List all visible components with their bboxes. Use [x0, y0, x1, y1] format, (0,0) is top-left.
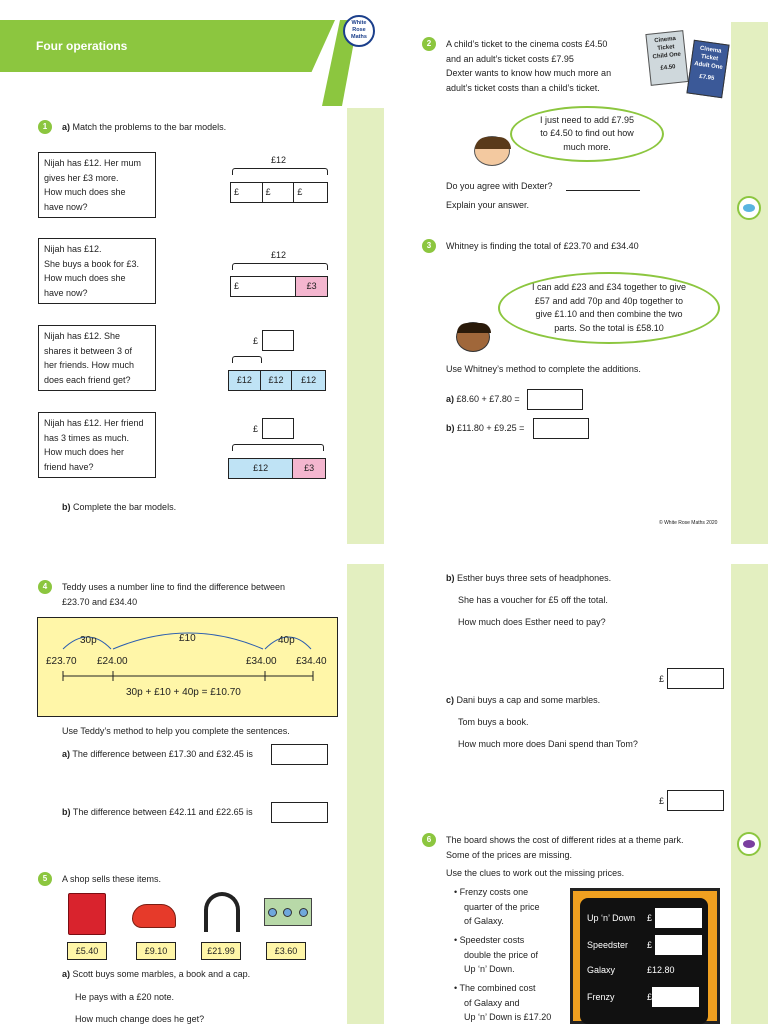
- bar-brace: [232, 168, 328, 175]
- clue: • Frenzy costs one quarter of the price of Galaxy.: [454, 887, 540, 926]
- tick-label: £23.70: [46, 656, 77, 667]
- dexter-avatar: [474, 136, 510, 166]
- cap-image: [132, 904, 176, 928]
- answer-box[interactable]: [667, 790, 724, 811]
- q3-text: Whitney is finding the total of £23.70 and £34.40: [446, 241, 639, 251]
- question-number: 6: [422, 833, 436, 847]
- bar-total: £12: [271, 155, 287, 165]
- jump-label: 30p: [80, 635, 97, 646]
- q5-b-line: How much does Esther need to pay?: [458, 617, 606, 627]
- answer-box[interactable]: [271, 744, 328, 765]
- q4-text: Teddy uses a number line to find the difference between £23.70 and £34.40: [62, 582, 285, 607]
- q4-instr: Use Teddy’s method to help you complete the sentences.: [62, 726, 290, 736]
- question-number: 2: [422, 37, 436, 51]
- bar-model: £ £ £: [230, 182, 328, 203]
- q5-b: b) Esther buys three sets of headphones.: [446, 573, 612, 583]
- price-label: £5.40: [67, 942, 107, 960]
- answer-box[interactable]: [262, 330, 294, 351]
- price-label: £3.60: [266, 942, 306, 960]
- answer-box[interactable]: [655, 908, 702, 928]
- question-number: 3: [422, 239, 436, 253]
- explain-text: Explain your answer.: [446, 200, 530, 210]
- headphones-image: [204, 892, 240, 932]
- answer-box[interactable]: [262, 418, 294, 439]
- bar-total: £12: [271, 250, 287, 260]
- q3-instr: Use Whitney’s method to complete the additions.: [446, 364, 641, 374]
- q2-text: A child’s ticket to the cinema costs £4.50 and an adult’s ticket costs £7.95 Dexter wants to know how much more an adult’s ticket costs than a child’s ticket.: [446, 39, 612, 93]
- problem-card[interactable]: Nijah has £12. Her friend has 3 times as much. How much does her friend have?: [38, 412, 156, 478]
- bar-model: £12 £3: [228, 458, 326, 479]
- sum-text: 30p + £10 + 40p = £10.70: [126, 687, 241, 698]
- pound-sign: £: [659, 796, 665, 806]
- answer-box[interactable]: [533, 418, 589, 439]
- q4-a: a) The difference between £17.30 and £32.45 is: [62, 749, 253, 759]
- adult-ticket: Cinema Ticket Adult One £7.95: [686, 40, 729, 98]
- board-row-name: Galaxy: [587, 965, 616, 975]
- q6-instr: Use the clues to work out the missing prices.: [446, 868, 625, 878]
- q5-text: A shop sells these items.: [62, 874, 162, 884]
- board-row-value: £: [647, 913, 653, 923]
- answer-box[interactable]: [655, 935, 702, 955]
- q1-prompt: a) Match the problems to the bar models.: [62, 122, 227, 132]
- q5-b-line: She has a voucher for £5 off the total.: [458, 595, 608, 605]
- bar-brace: [232, 356, 262, 363]
- clue: • Speedster costs double the price of Up ‘n’ Down.: [454, 935, 539, 974]
- side-strip: [731, 22, 768, 544]
- question-number: 4: [38, 580, 52, 594]
- jump-label: 40p: [278, 635, 295, 646]
- tick-label: £34.40: [296, 656, 327, 667]
- board-row-value: £: [647, 940, 653, 950]
- bar-brace: [232, 444, 324, 451]
- q5-c: c) Dani buys a cap and some marbles.: [446, 695, 601, 705]
- answer-box[interactable]: [527, 389, 583, 410]
- bar-model: £ £3: [230, 276, 328, 297]
- q3-a: a) £8.60 + £7.80 =: [446, 394, 520, 404]
- copyright: © White Rose Maths 2020: [659, 520, 718, 526]
- tip-icon: [737, 196, 761, 220]
- page-title: Four operations: [36, 39, 128, 53]
- side-strip: [347, 108, 384, 544]
- question-number: 5: [38, 872, 52, 886]
- side-strip: [347, 564, 384, 1024]
- answer-box[interactable]: [271, 802, 328, 823]
- speech-bubble: I can add £23 and £34 together to give £57 and add 70p and 40p together to give £1.10 and then combine the two parts. So the total is £58.10: [498, 272, 720, 344]
- logo: White Rose Maths: [343, 15, 375, 47]
- pound-sign: £: [659, 674, 665, 684]
- bar-model: £12 £12 £12: [228, 370, 326, 391]
- board-row-name: Up ‘n’ Down: [587, 913, 636, 923]
- problem-card[interactable]: Nijah has £12. She shares it between 3 of her friends. How much does each friend get?: [38, 325, 156, 391]
- side-strip: [731, 564, 768, 1024]
- board-row-value: £12.80: [647, 965, 675, 975]
- price-label: £21.99: [201, 942, 241, 960]
- tip-icon: [737, 832, 761, 856]
- q5-a-line: He pays with a £20 note.: [75, 992, 175, 1002]
- agree-text: Do you agree with Dexter?: [446, 181, 553, 191]
- q5-a: a) Scott buys some marbles, a book and a cap.: [62, 969, 251, 979]
- q3-b: b) £11.80 + £9.25 =: [446, 423, 525, 433]
- whitney-avatar: [456, 322, 490, 352]
- price-label: £9.10: [136, 942, 176, 960]
- board-row-value: £: [647, 992, 653, 1002]
- q5-c-line: Tom buys a book.: [458, 717, 529, 727]
- board-row-name: Speedster: [587, 940, 629, 950]
- jump-label: £10: [179, 633, 196, 644]
- q5-a-line: How much change does he get?: [75, 1014, 205, 1024]
- child-ticket: Cinema Ticket Child One £4.50: [645, 30, 688, 86]
- bar-pound: £: [253, 336, 259, 346]
- problem-card[interactable]: Nijah has £12. She buys a book for £3. How much does she have now?: [38, 238, 156, 304]
- answer-box[interactable]: [652, 987, 699, 1007]
- q1-b: b) Complete the bar models.: [62, 502, 177, 512]
- bar-brace: [232, 263, 328, 270]
- board-row-name: Frenzy: [587, 992, 615, 1002]
- speech-bubble: I just need to add £7.95 to £4.50 to find out how much more.: [510, 106, 664, 162]
- clue: • The combined cost of Galaxy and Up ‘n’ Down is £17.20: [454, 983, 552, 1022]
- question-number: 1: [38, 120, 52, 134]
- q6-text: The board shows the cost of different rides at a theme park. Some of the prices are missing.: [446, 835, 684, 860]
- problem-card[interactable]: Nijah has £12. Her mum gives her £3 more. How much does she have now?: [38, 152, 156, 218]
- answer-line[interactable]: [566, 190, 640, 191]
- q5-c-line: How much more does Dani spend than Tom?: [458, 739, 638, 749]
- tick-label: £34.00: [246, 656, 277, 667]
- bar-pound: £: [253, 424, 259, 434]
- book-image: [68, 893, 106, 935]
- tick-label: £24.00: [97, 656, 128, 667]
- answer-box[interactable]: [667, 668, 724, 689]
- marbles-image: [264, 898, 312, 926]
- q4-b: b) The difference between £42.11 and £22.65 is: [62, 807, 253, 817]
